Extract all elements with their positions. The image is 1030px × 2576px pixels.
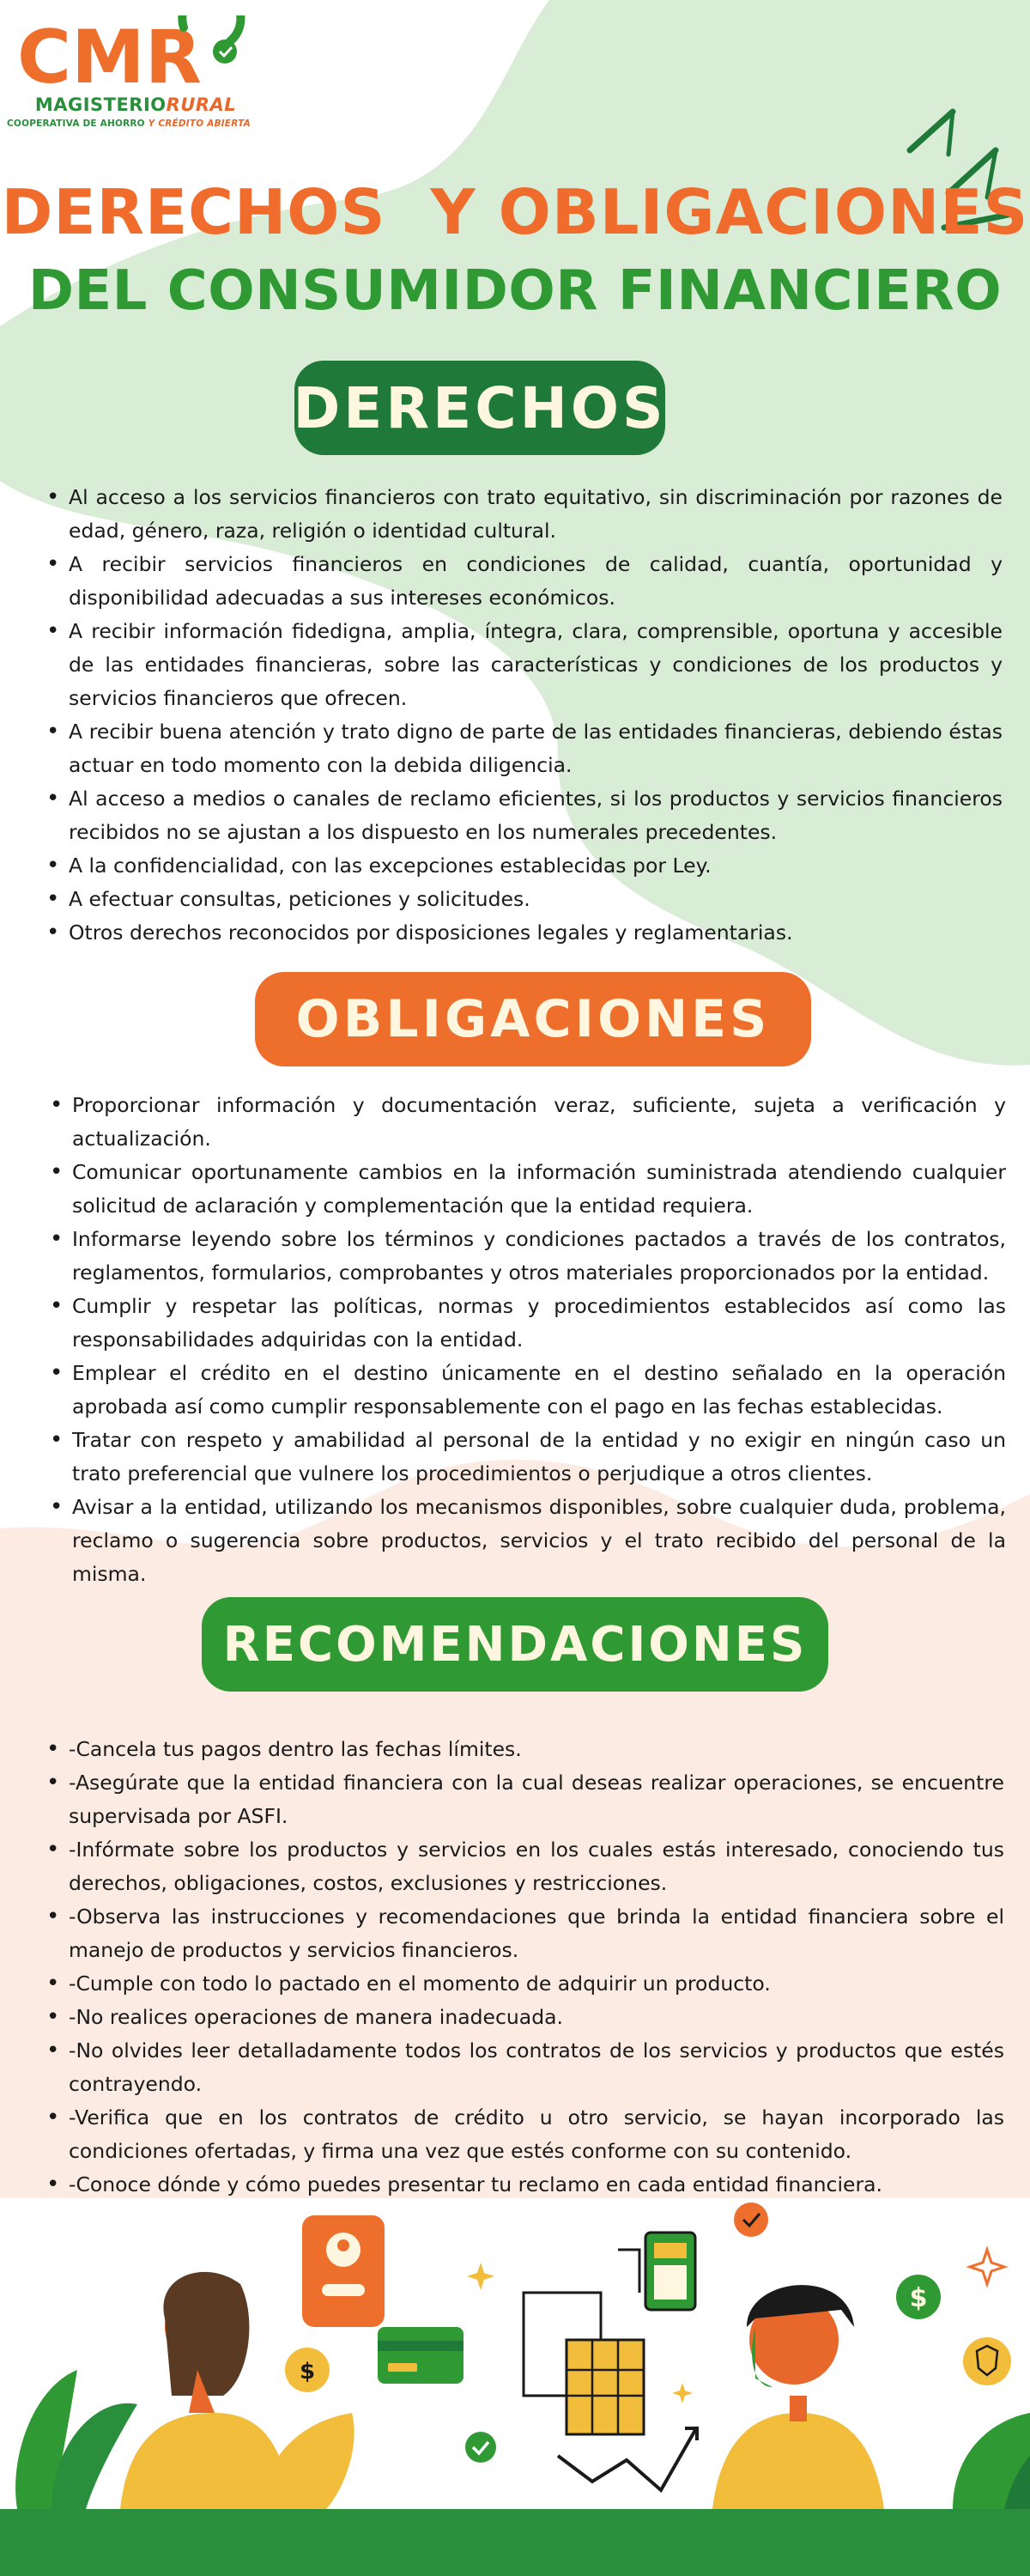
shield-icon: [963, 2337, 1011, 2385]
title-line-2: DEL CONSUMIDOR FINANCIERO: [27, 259, 1003, 323]
list-item: • Cumplir y respetar las políticas, normas y procedimientos establecidos así como las responsabilidades adquiridas con la entidad.: [72, 1290, 1006, 1357]
logo-mark-icon: [15, 15, 247, 97]
list-item: • Al acceso a medios o canales de reclamo eficientes, si los productos y servicios financieros recibidos no se ajustan a los dispuesto en los numerales precedentes.: [69, 782, 1003, 849]
section-heading-obligaciones: OBLIGACIONES: [255, 972, 811, 1066]
title-line-1: DERECHOS Y OBLIGACIONES: [1, 176, 1029, 248]
calculator-icon: [645, 2233, 695, 2310]
section-heading-derechos: DERECHOS: [294, 361, 665, 455]
coin-symbol: $: [299, 2359, 316, 2385]
obligaciones-list: [72, 1089, 1006, 1591]
list-item: • -Infórmate sobre los productos y servicios en los cuales estás interesado, conociendo tus derechos, obligaciones, costos, exclusiones y restricciones.: [69, 1833, 1004, 1900]
logo-mark-text: CMR: [17, 15, 202, 97]
growth-chart-icon: [558, 2428, 697, 2490]
list-item: • -Asegúrate que la entidad financiera con la cual deseas realizar operaciones, se encuentre supervisada por ASFI.: [69, 1766, 1004, 1833]
logo-brand-accent: RURAL: [166, 94, 237, 115]
logo: [7, 15, 251, 144]
list-item: • -Cancela tus pagos dentro las fechas límites.: [69, 1733, 1004, 1766]
list-item: • -No realices operaciones de manera inadecuada.: [69, 2001, 1004, 2034]
list-item: • Al acceso a los servicios financieros con trato equitativo, sin discriminación por razones de edad, género, raza, religión o identidad cultural.: [69, 481, 1003, 548]
list-item: • A recibir información fidedigna, amplia, íntegra, clara, comprensible, oportuna y accesible de las entidades financieras, sobre las características y condiciones de los productos y servicios financieros que ofrecen.: [69, 615, 1003, 715]
list-item: • Otros derechos reconocidos por disposiciones legales y reglamentarias.: [69, 916, 1003, 950]
list-item: • Tratar con respeto y amabilidad al personal de la entidad y no exigir en ningún caso un trato preferencial que vulnere los procedimientos o perjudique a otros clientes.: [72, 1424, 1006, 1491]
list-item: • A recibir servicios financieros en condiciones de calidad, cuantía, oportunidad y disponibilidad adecuadas a sus intereses económicos.: [69, 548, 1003, 615]
list-item: • Avisar a la entidad, utilizando los mecanismos disponibles, sobre cualquier duda, problema, reclamo o sugerencia sobre productos, servicios y el trato recibido del personal de la misma.: [72, 1491, 1006, 1591]
derechos-list: [69, 481, 1003, 950]
list-item: • A recibir buena atención y trato digno de parte de las entidades financieras, debiendo éstas actuar en todo momento con la debida diligencia.: [69, 715, 1003, 782]
logo-tagline-main: COOPERATIVA DE AHORRO: [7, 118, 148, 129]
finance-illustration: [0, 2198, 1030, 2576]
check-icon: [465, 2432, 496, 2463]
list-item: • A efectuar consultas, peticiones y solicitudes.: [69, 883, 1003, 916]
list-item: • -Observa las instrucciones y recomendaciones que brinda la entidad financiera sobre el manejo de productos y servicios financieros.: [69, 1900, 1004, 1967]
list-item: • -Verifica que en los contratos de crédito u otro servicio, se hayan incorporado las condiciones ofertadas, y firma una vez que estés conforme con su contenido.: [69, 2101, 1004, 2168]
logo-tagline: [0, 118, 258, 129]
list-item: • -Cumple con todo lo pactado en el momento de adquirir un producto.: [69, 1967, 1004, 2001]
section-heading-recomendaciones: RECOMENDACIONES: [202, 1597, 828, 1692]
list-item: • -No olvides leer detalladamente todos los contratos de los servicios y productos que estés contrayendo.: [69, 2034, 1004, 2101]
recomendaciones-list: [69, 1733, 1004, 2202]
list-item: • Informarse leyendo sobre los términos y condiciones pactados a través de los contratos, reglamentos, formularios, comprobantes y otros materiales proporcionados por la entidad.: [72, 1223, 1006, 1290]
logo-brand: [15, 94, 256, 115]
list-item: • Emplear el crédito en el destino únicamente en el destino señalado en la operación aprobada así como cumplir responsablemente con el pago en las fechas establecidas.: [72, 1357, 1006, 1424]
list-item: • A la confidencialidad, con las excepciones establecidas por Ley.: [69, 849, 1003, 883]
dollar-coin-symbol: $: [909, 2283, 928, 2313]
avatar-card-icon: [302, 2215, 385, 2327]
logo-tagline-accent: Y CRÉDITO ABIERTA: [148, 118, 251, 129]
logo-brand-main: MAGISTERIO: [34, 94, 167, 115]
list-item: • Comunicar oportunamente cambios en la información suministrada atendiendo cualquier solicitud de aclaración y complementación que la entidad requiera.: [72, 1156, 1006, 1223]
credit-card-icon: [378, 2327, 464, 2384]
list-item: • Proporcionar información y documentación veraz, suficiente, sujeta a verificación y actualización.: [72, 1089, 1006, 1156]
coin-icon: [285, 2348, 330, 2392]
list-item: • -Conoce dónde y cómo puedes presentar tu reclamo en cada entidad financiera.: [69, 2168, 1004, 2202]
